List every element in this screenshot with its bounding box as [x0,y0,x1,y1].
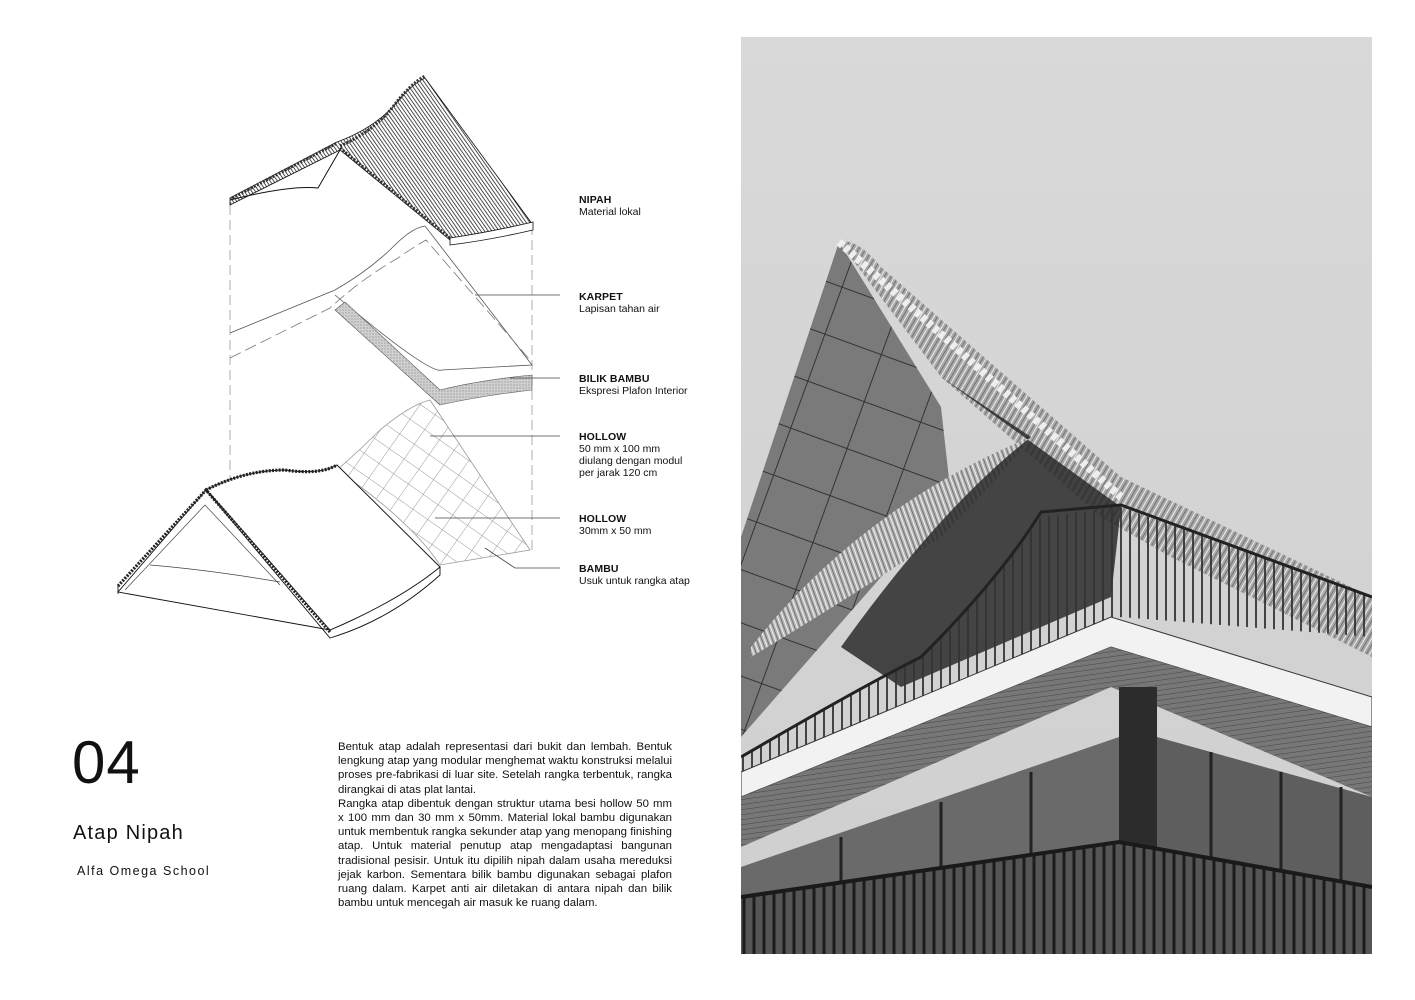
label-nipah-desc: Material lokal [579,206,641,218]
exploded-roof-diagram [100,60,580,660]
label-hollow-main-desc-line-1: 50 mm x 100 mm [579,443,661,455]
section-number: 04 [72,729,141,796]
label-bambu-title: BAMBU [579,563,619,575]
section-title: Atap Nipah [73,822,184,844]
label-bilik-bambu [579,373,688,397]
label-karpet-desc: Lapisan tahan air [579,303,660,315]
label-nipah-title: NIPAH [579,194,612,206]
label-hollow-main-desc-line-3: per jarak 120 cm [579,467,658,479]
label-bilik-bambu-title: BILIK BAMBU [579,373,650,385]
label-karpet-title: KARPET [579,291,623,303]
thatched-roof-building-photo [741,37,1372,954]
label-karpet [579,291,660,315]
label-hollow-secondary-title: HOLLOW [579,513,627,525]
label-hollow-secondary [579,513,651,537]
section-subtitle: Alfa Omega School [77,864,211,878]
label-bilik-bambu-desc: Ekspresi Plafon Interior [579,385,688,397]
label-bambu [579,563,690,587]
body-paragraph-1: Bentuk atap adalah representasi dari bukit dan lembah. Bentuk lengkung atap yang modular menghemat waktu konstruksi melalui proses pre-fabrikasi di luar site. Setelah rangka terbentuk, rangka dirangkai di atas plat lantai. [338,741,672,796]
label-hollow-secondary-desc: 30mm x 50 mm [579,525,652,537]
roof-layers-illustration [100,60,580,660]
label-bambu-desc: Usuk untuk rangka atap [579,575,690,587]
body-paragraph-2: Rangka atap dibentuk dengan struktur utama besi hollow 50 mm x 100 mm dan 30 mm x 50mm. Material lokal bambu digunakan untuk membentuk rangka sekunder atap yang menopang finishing atap. Untuk material penutup atap mengadaptasi bangunan tradisional pesisir. Untuk itu dipilih nipah dalam usaha mereduksi jejak karbon. Sementara bilik bambu digunakan sebagai plafon ruang dalam. Karpet anti air diletakan di antara nipah dan bilik bambu untuk mencegah air masuk ke ruang dalam. [338,797,672,910]
body-text [338,740,672,910]
label-nipah [579,194,641,218]
label-hollow-main-desc-line-2: diulang dengan modul [579,455,683,467]
label-hollow-main [579,431,695,479]
building-photo [741,37,1372,954]
label-hollow-main-title: HOLLOW [579,431,627,443]
